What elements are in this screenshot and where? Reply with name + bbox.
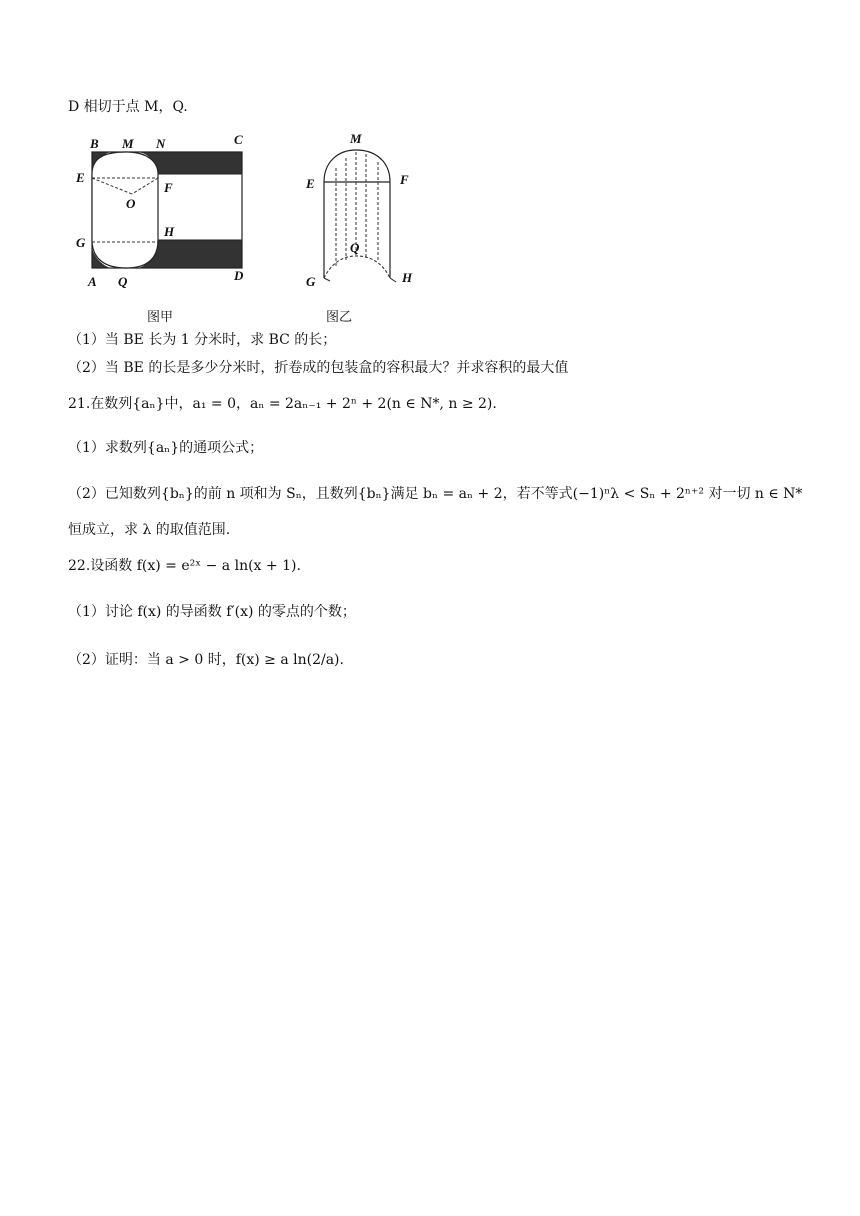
q22-part2: （2）证明：当 a > 0 时，f(x) ≥ a ln(2/a).	[68, 652, 344, 668]
label-G: G	[76, 235, 86, 250]
label-B: B	[90, 136, 99, 151]
q22-stem: 22.设函数 f(x) = e²ˣ − a ln(x + 1).	[68, 558, 301, 574]
label-D: D	[234, 268, 244, 283]
label-G-b: G	[306, 274, 316, 289]
q22-part1: （1）讨论 f(x) 的导函数 f′(x) 的零点的个数；	[68, 604, 356, 620]
label-H-b: H	[402, 270, 413, 285]
figure-a-caption: 图甲	[147, 310, 174, 325]
q20-part2: （2）当 BE 的长是多少分米时，折卷成的包装盒的容积最大？并求容积的最大值	[68, 360, 569, 376]
q21-part2: （2）已知数列{bₙ}的前 n 项和为 Sₙ，且数列{bₙ}满足 bₙ = aₙ + 2，若不等式(−1)ⁿλ < Sₙ + 2ⁿ⁺² 对一切 n ∈ N*	[68, 486, 803, 502]
label-E-b: E	[306, 176, 315, 191]
label-E: E	[76, 170, 85, 185]
label-A: A	[88, 274, 97, 289]
label-M-b: M	[350, 131, 362, 146]
figure-a	[70, 128, 260, 298]
label-F: F	[164, 180, 173, 195]
intro-text: D 相切于点 M，Q.	[68, 99, 188, 115]
label-Q-b: Q	[350, 240, 360, 255]
figure-b-caption: 图乙	[326, 310, 353, 325]
q21-stem: 21.在数列{aₙ}中，a₁ = 0，aₙ = 2aₙ₋₁ + 2ⁿ + 2(n ∈ N*, n ≥ 2).	[68, 396, 497, 412]
q21-part2-cont: 恒成立，求 λ 的取值范围.	[68, 522, 231, 538]
label-M: M	[122, 136, 134, 151]
q20-part1: （1）当 BE 长为 1 分米时，求 BC 的长；	[68, 332, 337, 348]
figure-b	[300, 128, 430, 298]
q21-part1: （1）求数列{aₙ}的通项公式；	[68, 440, 264, 456]
label-Q: Q	[118, 274, 128, 289]
label-N: N	[156, 136, 166, 151]
label-H: H	[164, 224, 175, 239]
label-C: C	[234, 132, 243, 147]
label-F-b: F	[400, 172, 409, 187]
label-O: O	[126, 196, 136, 211]
